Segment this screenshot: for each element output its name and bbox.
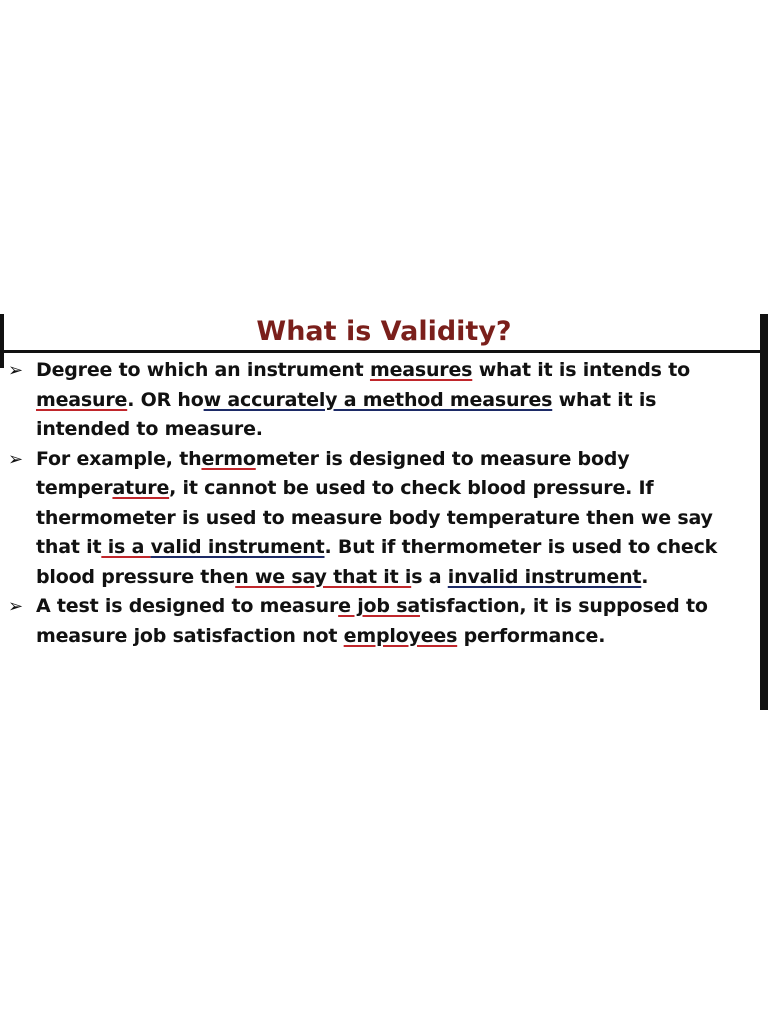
bullet-item (8, 592, 748, 651)
bullet-text: A test is designed to measur (36, 595, 339, 617)
bullet-text: s a (411, 565, 448, 588)
underlined-phrase: measures (369, 359, 473, 381)
bullet-text: meter is designed to measure body temper (36, 447, 630, 499)
arrow-bullet-icon: ➢ (8, 448, 23, 470)
bullet-text: . OR ho (127, 388, 204, 411)
underlined-phrase: invalid instrument (447, 565, 642, 588)
bullet-item (8, 445, 748, 593)
slide-title: What is Validity? (256, 316, 512, 347)
underlined-phrase: is a (101, 536, 151, 558)
bullet-text: what it is intended to measure. (36, 388, 657, 440)
underlined-phrase: ermo (201, 447, 256, 470)
bullet-text: what it is intends to (472, 359, 690, 381)
bullet-text: . (641, 565, 649, 588)
bullet-list (8, 356, 748, 651)
bullet-text: performance. (457, 624, 606, 647)
bullet-text: tisfaction, it is supposed to measure job satisfaction not (36, 595, 708, 647)
bullet-item (8, 356, 748, 445)
arrow-bullet-icon: ➢ (8, 596, 23, 617)
underlined-phrase: measure (36, 388, 128, 411)
arrow-bullet-icon: ➢ (8, 360, 23, 381)
underlined-phrase: n we say that it i (235, 565, 412, 588)
underlined-phrase: employees (343, 624, 458, 647)
title-divider (4, 350, 760, 353)
bullet-text: . But if thermometer is used to check blood pressure the (36, 536, 718, 588)
underlined-phrase: w accurately a method measures (203, 388, 553, 411)
slide-right-border (760, 314, 768, 710)
bullet-text: For example, th (36, 447, 202, 470)
slide (0, 314, 768, 710)
underlined-phrase: valid instrument (150, 536, 325, 558)
underlined-phrase: e job sa (338, 595, 420, 617)
bullet-text: Degree to which an instrument (36, 359, 370, 381)
underlined-phrase: ature (112, 477, 170, 499)
bullet-text: , it cannot be used to check blood pressure. If thermometer is used to measure body temperature then we say that it (36, 477, 713, 558)
